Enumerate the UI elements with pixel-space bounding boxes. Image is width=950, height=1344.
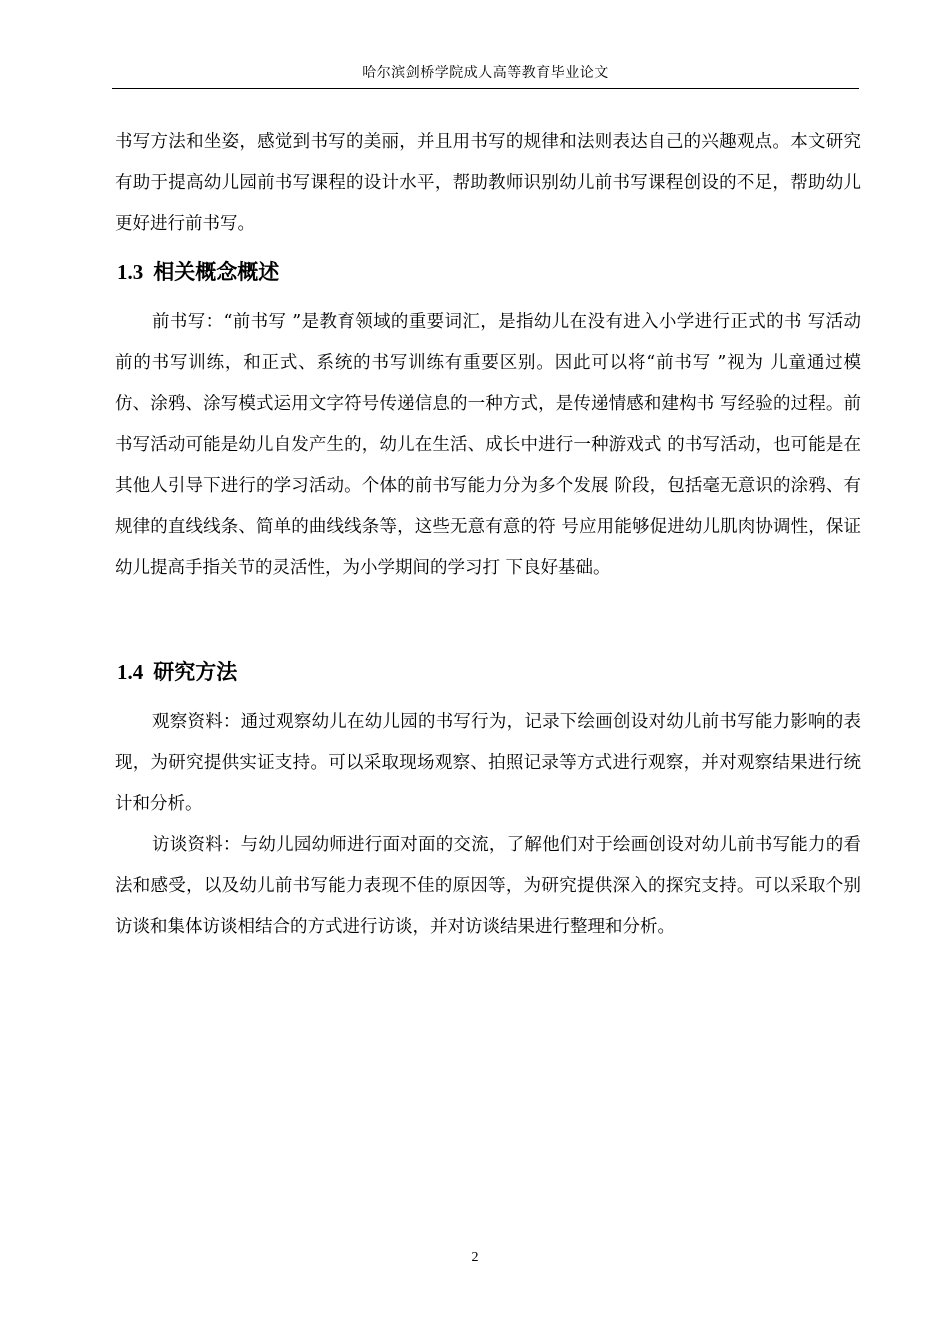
page-number: 2 (471, 1250, 479, 1265)
section-title: 相关概念概述 (153, 260, 280, 284)
page-header (112, 60, 859, 89)
section-number: 1.4 (117, 660, 144, 684)
paragraph-interview-data: 访谈资料：与幼儿园幼师进行面对面的交流，了解他们对于绘画创设对幼儿前书写能力的看法和感受，以及幼儿前书写能力表现不佳的原因等，为研究提供深入的探究支持。可以采取个别访谈和集体访谈相结合的方式进行访谈，并对访谈结果进行整理和分析。 (115, 835, 861, 937)
section-heading-1-3 (117, 257, 279, 287)
section-title: 研究方法 (153, 660, 238, 684)
paragraph-intro-continuation: 书写方法和坐姿，感觉到书写的美丽，并且用书写的规律和法则表达自己的兴趣观点。本文研究有助于提高幼儿园前书写课程的设计水平，帮助教师识别幼儿前书写课程创设的不足，帮助幼儿更好进行前书写。 (115, 132, 861, 234)
section-heading-1-4 (117, 657, 237, 687)
header-title: 哈尔滨剑桥学院成人高等教育毕业论文 (362, 65, 609, 81)
section-number: 1.3 (117, 260, 144, 284)
paragraph-observation-data: 观察资料：通过观察幼儿在幼儿园的书写行为，记录下绘画创设对幼儿前书写能力影响的表现，为研究提供实证支持。可以采取现场观察、拍照记录等方式进行观察，并对观察结果进行统计和分析。 (115, 712, 861, 814)
paragraph-pre-writing-definition: 前书写：“前书写 ”是教育领域的重要词汇，是指幼儿在没有进入小学进行正式的书 写活动前的书写训练，和正式、系统的书写训练有重要区别。因此可以将“前书写 ”视为 儿童通过模仿、涂鸦、涂写模式运用文字符号传递信息的一种方式，是传递情感和建构书 写经验的过程。前书写活动可能是幼儿自发产生的，幼儿在生活、成长中进行一种游戏式 的书写活动，也可能是在其他人引导下进行的学习活动。个体的前书写能力分为多个发展 阶段，包括毫无意识的涂鸦、有规律的直线线条、简单的曲线线条等，这些无意有意的符 号应用能够促进幼儿肌肉协调性，保证幼儿提高手指关节的灵活性，为小学期间的学习打 下良好基础。 (115, 312, 862, 578)
